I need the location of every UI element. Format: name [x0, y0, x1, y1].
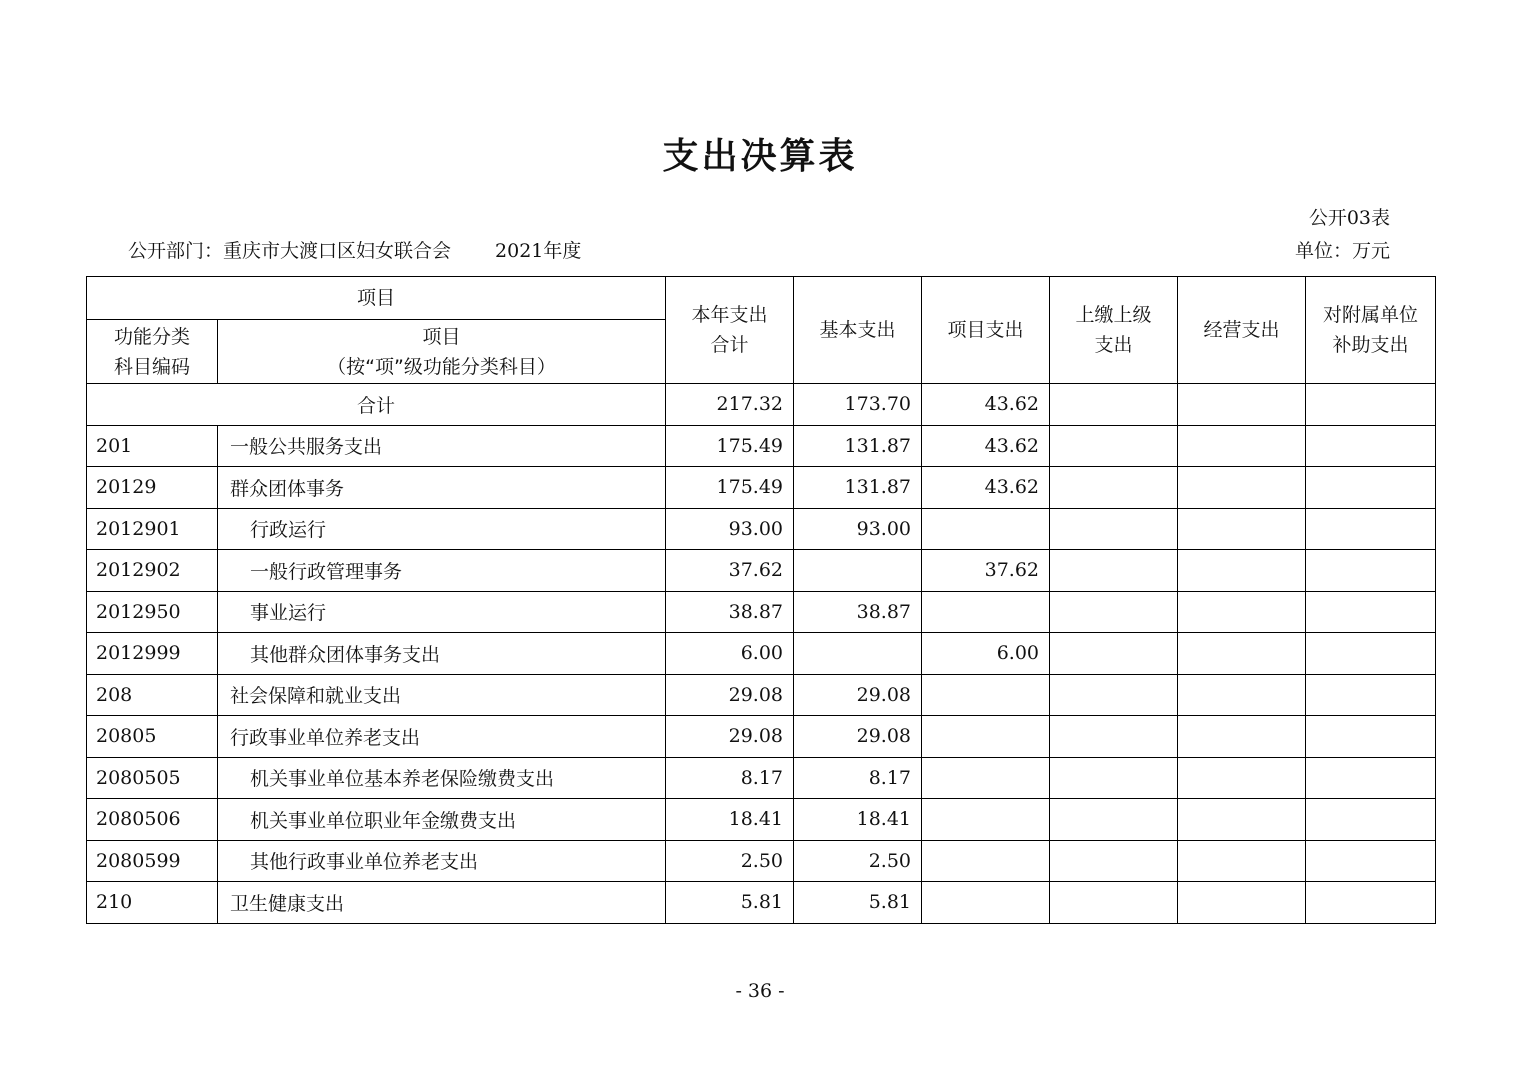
row-upper	[1050, 716, 1178, 758]
row-project	[922, 840, 1050, 882]
row-upper	[1050, 674, 1178, 716]
row-basic	[794, 633, 922, 675]
row-project	[922, 591, 1050, 633]
row-total: 6.00	[666, 633, 794, 675]
row-code: 2080506	[87, 799, 218, 841]
row-subsidy	[1306, 882, 1436, 924]
header-business: 经营支出	[1178, 277, 1306, 384]
row-name: 群众团体事务	[218, 467, 666, 509]
header-upper: 上缴上级 支出	[1050, 277, 1178, 384]
row-subsidy	[1306, 550, 1436, 592]
row-business	[1178, 716, 1306, 758]
total-label: 合计	[87, 384, 666, 426]
total-project: 43.62	[922, 384, 1050, 426]
row-subsidy	[1306, 757, 1436, 799]
table-row	[87, 674, 1436, 716]
row-code: 20129	[87, 467, 218, 509]
row-upper	[1050, 550, 1178, 592]
row-basic: 5.81	[794, 882, 922, 924]
row-business	[1178, 882, 1306, 924]
row-business	[1178, 799, 1306, 841]
row-subsidy	[1306, 591, 1436, 633]
row-total: 2.50	[666, 840, 794, 882]
row-basic: 18.41	[794, 799, 922, 841]
row-project	[922, 882, 1050, 924]
total-total: 217.32	[666, 384, 794, 426]
header-total: 本年支出 合计	[666, 277, 794, 384]
row-subsidy	[1306, 840, 1436, 882]
row-upper	[1050, 508, 1178, 550]
total-row	[87, 384, 1436, 426]
row-name: 行政事业单位养老支出	[218, 716, 666, 758]
table-row	[87, 757, 1436, 799]
row-total: 93.00	[666, 508, 794, 550]
table-row	[87, 716, 1436, 758]
total-subsidy	[1306, 384, 1436, 426]
row-project	[922, 757, 1050, 799]
page-title: 支出决算表	[662, 136, 858, 177]
row-business	[1178, 674, 1306, 716]
table-row	[87, 550, 1436, 592]
page-number: - 36 -	[735, 980, 785, 1002]
row-total: 18.41	[666, 799, 794, 841]
row-project	[922, 799, 1050, 841]
row-upper	[1050, 840, 1178, 882]
row-name: 其他行政事业单位养老支出	[218, 840, 666, 882]
row-upper	[1050, 757, 1178, 799]
row-subsidy	[1306, 467, 1436, 509]
header-code: 功能分类 科目编码	[87, 320, 218, 384]
row-business	[1178, 757, 1306, 799]
row-name: 社会保障和就业支出	[218, 674, 666, 716]
table-row	[87, 882, 1436, 924]
department-line	[128, 236, 581, 263]
row-business	[1178, 425, 1306, 467]
row-subsidy	[1306, 508, 1436, 550]
row-project	[922, 674, 1050, 716]
row-code: 2012950	[87, 591, 218, 633]
row-basic: 29.08	[794, 716, 922, 758]
row-total: 175.49	[666, 467, 794, 509]
row-basic: 2.50	[794, 840, 922, 882]
header-basic: 基本支出	[794, 277, 922, 384]
row-total: 38.87	[666, 591, 794, 633]
row-total: 37.62	[666, 550, 794, 592]
expenditure-table	[86, 276, 1436, 924]
table-row	[87, 840, 1436, 882]
table-row	[87, 591, 1436, 633]
row-business	[1178, 591, 1306, 633]
row-code: 208	[87, 674, 218, 716]
row-business	[1178, 508, 1306, 550]
row-total: 5.81	[666, 882, 794, 924]
row-project	[922, 716, 1050, 758]
form-number: 公开03表	[1308, 207, 1390, 229]
row-upper	[1050, 591, 1178, 633]
row-basic: 131.87	[794, 425, 922, 467]
table-row	[87, 799, 1436, 841]
row-upper	[1050, 425, 1178, 467]
row-code: 2080599	[87, 840, 218, 882]
row-upper	[1050, 799, 1178, 841]
row-upper	[1050, 882, 1178, 924]
row-total: 29.08	[666, 716, 794, 758]
row-subsidy	[1306, 425, 1436, 467]
table-row	[87, 425, 1436, 467]
row-project: 37.62	[922, 550, 1050, 592]
row-basic	[794, 550, 922, 592]
row-project: 6.00	[922, 633, 1050, 675]
table-header	[87, 277, 1436, 384]
row-code: 20805	[87, 716, 218, 758]
row-business	[1178, 467, 1306, 509]
row-subsidy	[1306, 674, 1436, 716]
row-business	[1178, 550, 1306, 592]
row-name: 其他群众团体事务支出	[218, 633, 666, 675]
row-subsidy	[1306, 799, 1436, 841]
year-label: 2021年度	[495, 240, 582, 262]
row-name: 机关事业单位基本养老保险缴费支出	[218, 757, 666, 799]
row-code: 2012999	[87, 633, 218, 675]
row-upper	[1050, 633, 1178, 675]
header-subsidy: 对附属单位 补助支出	[1306, 277, 1436, 384]
row-name: 行政运行	[218, 508, 666, 550]
row-code: 2080505	[87, 757, 218, 799]
row-code: 210	[87, 882, 218, 924]
row-basic: 93.00	[794, 508, 922, 550]
row-subsidy	[1306, 633, 1436, 675]
row-total: 8.17	[666, 757, 794, 799]
row-project	[922, 508, 1050, 550]
total-basic: 173.70	[794, 384, 922, 426]
table-body	[87, 384, 1436, 924]
header-project: 项目支出	[922, 277, 1050, 384]
unit-label: 单位：万元	[1294, 240, 1390, 262]
row-name: 一般行政管理事务	[218, 550, 666, 592]
total-upper	[1050, 384, 1178, 426]
row-project: 43.62	[922, 467, 1050, 509]
total-business	[1178, 384, 1306, 426]
row-project: 43.62	[922, 425, 1050, 467]
table-row	[87, 467, 1436, 509]
table-row	[87, 633, 1436, 675]
row-basic: 38.87	[794, 591, 922, 633]
row-total: 29.08	[666, 674, 794, 716]
row-name: 事业运行	[218, 591, 666, 633]
row-code: 2012902	[87, 550, 218, 592]
row-subsidy	[1306, 716, 1436, 758]
row-upper	[1050, 467, 1178, 509]
header-name: 项目 （按“项”级功能分类科目）	[218, 320, 666, 384]
row-basic: 8.17	[794, 757, 922, 799]
row-code: 201	[87, 425, 218, 467]
row-basic: 29.08	[794, 674, 922, 716]
row-business	[1178, 840, 1306, 882]
row-total: 175.49	[666, 425, 794, 467]
row-business	[1178, 633, 1306, 675]
row-name: 一般公共服务支出	[218, 425, 666, 467]
department-label: 公开部门：重庆市大渡口区妇女联合会	[128, 240, 452, 262]
row-code: 2012901	[87, 508, 218, 550]
row-name: 机关事业单位职业年金缴费支出	[218, 799, 666, 841]
row-basic: 131.87	[794, 467, 922, 509]
row-name: 卫生健康支出	[218, 882, 666, 924]
header-item-group: 项目	[87, 277, 666, 320]
table-row	[87, 508, 1436, 550]
